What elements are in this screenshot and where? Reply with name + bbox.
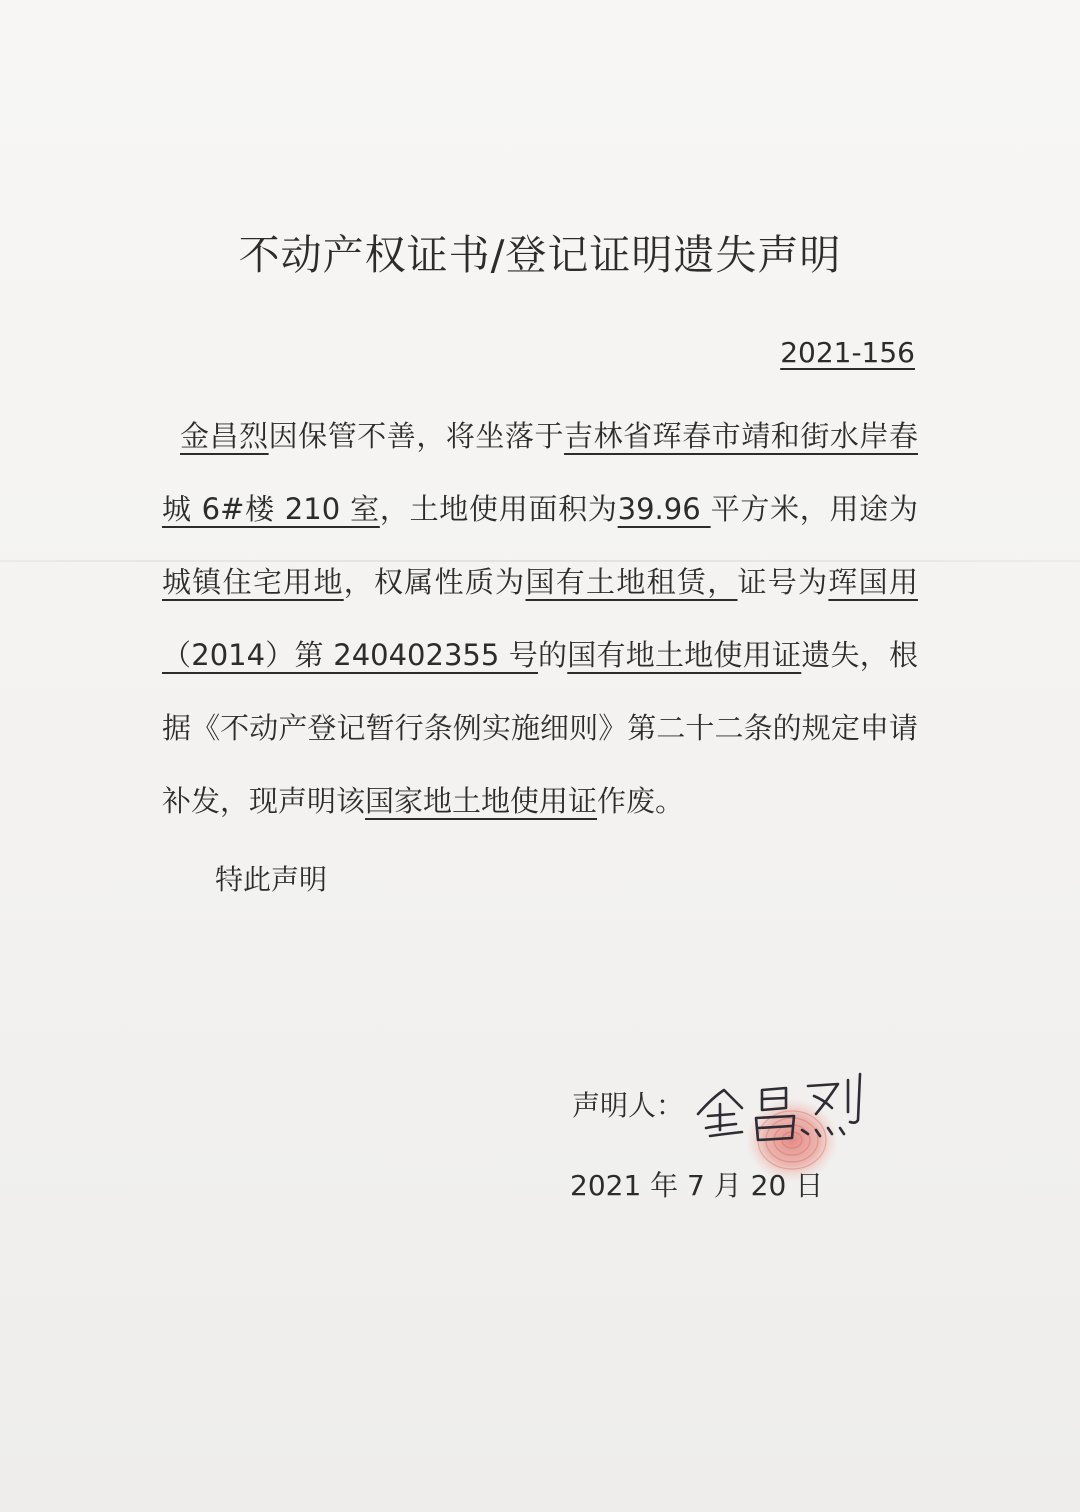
paragraph-text: 的: [538, 638, 568, 672]
declarant-label: 声明人：: [572, 1089, 685, 1122]
certificate-type-void: 国家地土地使用证: [365, 784, 598, 818]
land-area: 39.96: [617, 492, 711, 526]
certificate-number: 珲国用（2014）第 240402355 号: [162, 565, 918, 672]
declaration-date: 2021 年 7 月 20 日: [570, 1169, 824, 1202]
paragraph-text: ，土地使用面积为: [379, 492, 618, 526]
certificate-type: 国有地土地使用证: [567, 638, 802, 672]
property-location: 吉林省珲春市靖和街水岸春城 6#楼 210 室: [162, 419, 918, 526]
paragraph-text: 因保管不善，将坐落于: [268, 419, 565, 453]
document-title: 不动产权证书/登记证明遗失声明: [238, 231, 842, 279]
handwritten-signature: [690, 1068, 870, 1148]
declarant-name: 金昌烈: [180, 419, 269, 453]
declaration-paragraph: [162, 400, 918, 838]
ownership-type: 国有土地租赁，: [525, 565, 738, 599]
paragraph-text: 作废。: [597, 784, 685, 818]
paragraph-text: 平方米，用途为: [710, 492, 918, 526]
land-usage: 城镇住宅用地: [162, 565, 344, 599]
document-number: 2021-156: [780, 336, 915, 369]
paragraph-text: 证号为: [737, 565, 829, 599]
paragraph-text: 遗失，根据《不动产登记暂行条例实施细则》第二十二条的规定申请补发，现声明该: [162, 638, 918, 818]
closing-statement: 特此声明: [215, 863, 328, 896]
paragraph-text: ，权属性质为: [343, 565, 526, 599]
